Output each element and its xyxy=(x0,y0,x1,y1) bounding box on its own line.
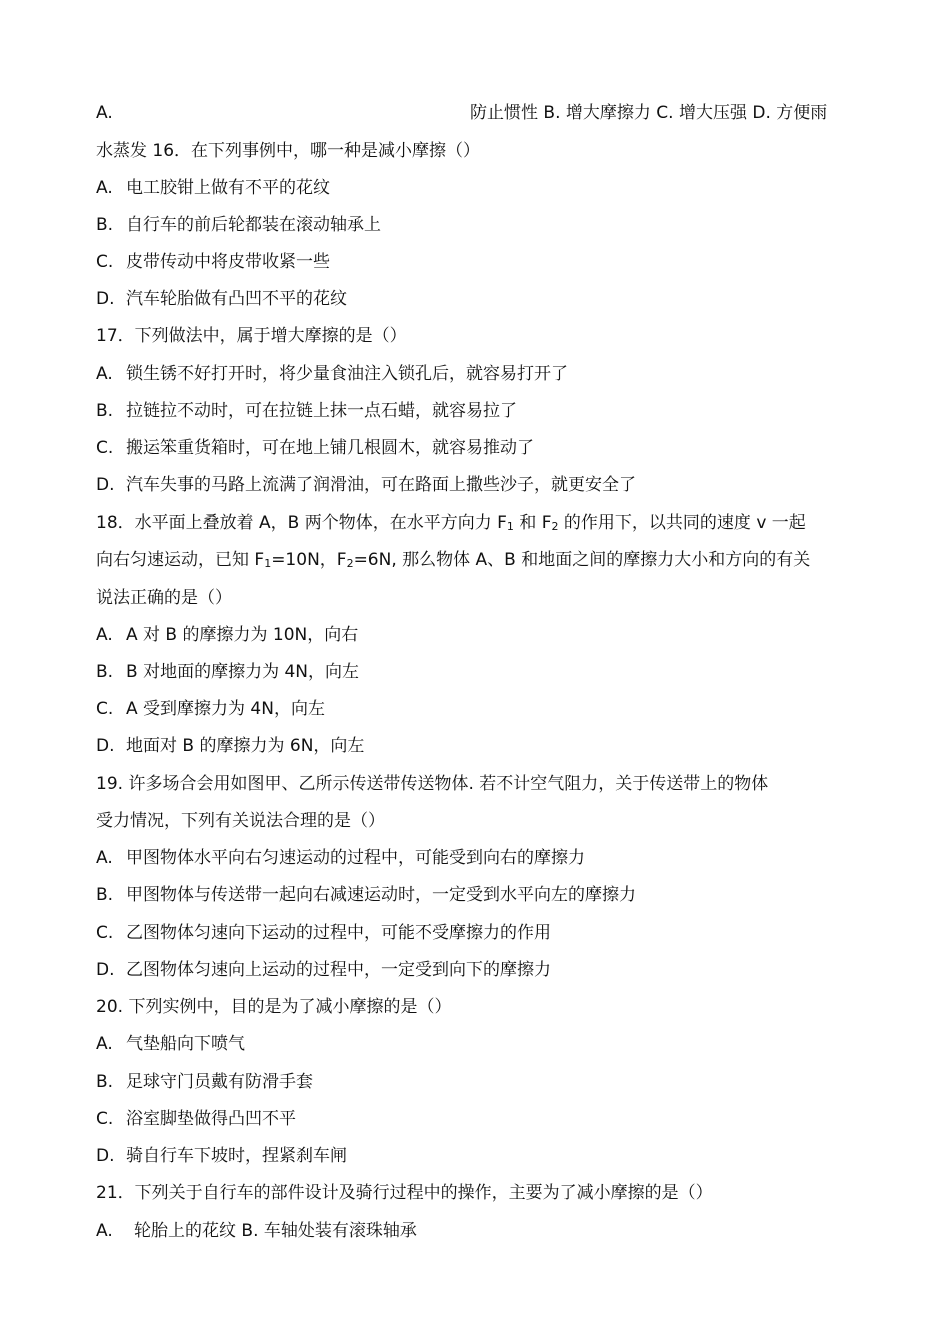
subscript: 2 xyxy=(346,557,354,570)
q18-stem-part: 向右匀速运动，已知 F xyxy=(96,550,265,570)
q21-option-a xyxy=(96,1219,856,1243)
q17-option-b xyxy=(96,399,856,423)
option-label: A. xyxy=(96,364,113,384)
q17-option-d xyxy=(96,473,856,497)
option-label: A. xyxy=(96,1221,113,1241)
option-label: D. xyxy=(96,475,115,495)
q16-stem: 水蒸发 16．在下列事例中，哪一种是减小摩擦（） xyxy=(96,141,481,161)
option-text: 气垫船向下喷气 xyxy=(126,1034,245,1054)
q18-option-d xyxy=(96,734,856,758)
option-text: 乙图物体匀速向下运动的过程中，可能不受摩擦力的作用 xyxy=(126,923,551,943)
option-label: A. xyxy=(96,178,113,198)
q16-option-a xyxy=(96,176,856,200)
q17-option-a xyxy=(96,362,856,386)
option-text: 足球守门员戴有防滑手套 xyxy=(126,1072,313,1092)
q15-options-rest: 防止惯性 B. 增大摩擦力 C. 增大压强 D. 方便雨 xyxy=(470,103,828,123)
option-text: A 对 B 的摩擦力为 10N，向右 xyxy=(126,625,359,645)
q16-option-b xyxy=(96,213,856,237)
q21-stem: 21．下列关于自行车的部件设计及骑行过程中的操作，主要为了减小摩擦的是（） xyxy=(96,1183,713,1203)
option-text: B 对地面的摩擦力为 4N，向左 xyxy=(126,662,360,682)
option-text: 甲图物体水平向右匀速运动的过程中，可能受到向右的摩擦力 xyxy=(126,848,585,868)
option-label: D. xyxy=(96,289,115,309)
q20-option-c xyxy=(96,1107,856,1131)
option-text: 搬运笨重货箱时，可在地上铺几根圆木，就容易推动了 xyxy=(126,438,534,458)
option-label: C. xyxy=(96,1109,114,1129)
option-label: D. xyxy=(96,960,115,980)
q18-stem-part: 和 F xyxy=(513,513,552,533)
option-label: A. xyxy=(96,1034,113,1054)
option-label: D. xyxy=(96,1146,115,1166)
option-label: A. xyxy=(96,625,113,645)
option-text: A 受到摩擦力为 4N，向左 xyxy=(126,699,325,719)
option-label: D. xyxy=(96,736,115,756)
q20-option-d xyxy=(96,1144,856,1168)
option-label: B. xyxy=(96,215,114,235)
q18-stem-part: =10N，F xyxy=(271,550,347,570)
option-text: 甲图物体与传送带一起向右减速运动时，一定受到水平向左的摩擦力 xyxy=(126,885,636,905)
option-text: 地面对 B 的摩擦力为 6N，向左 xyxy=(126,736,365,756)
q18-stem-line2 xyxy=(96,548,856,576)
q18-stem-part: =6N, 那么物体 A、B 和地面之间的摩擦力大小和方向的有关 xyxy=(353,550,811,570)
q16-option-d xyxy=(96,287,856,311)
option-label: B. xyxy=(96,662,114,682)
q20-stem: 20. 下列实例中，目的是为了减小摩擦的是（） xyxy=(96,997,452,1017)
option-label: A. xyxy=(96,103,113,123)
q19-stem-line1: 19. 许多场合会用如图甲、乙所示传送带传送物体. 若不计空气阻力，关于传送带上的物体 xyxy=(96,774,769,794)
option-text: 锁生锈不好打开时，将少量食油注入锁孔后，就容易打开了 xyxy=(126,364,568,384)
q19-option-b xyxy=(96,883,856,907)
option-label: C. xyxy=(96,699,114,719)
subscript: 1 xyxy=(264,557,272,570)
q18-stem-line1 xyxy=(96,511,856,539)
q20-option-b xyxy=(96,1070,856,1094)
q18-stem-part: 的作用下，以共同的速度 v 一起 xyxy=(558,513,806,533)
q19-option-c xyxy=(96,921,856,945)
subscript: 1 xyxy=(506,520,514,533)
q20-option-a xyxy=(96,1032,856,1056)
option-text: 乙图物体匀速向上运动的过程中，一定受到向下的摩擦力 xyxy=(126,960,551,980)
option-label: B. xyxy=(96,885,114,905)
option-text: 浴室脚垫做得凸凹不平 xyxy=(126,1109,296,1129)
option-label: A. xyxy=(96,848,113,868)
option-label: C. xyxy=(96,252,114,272)
q18-stem-part: 18．水平面上叠放着 A，B 两个物体，在水平方向力 F xyxy=(96,513,507,533)
option-text: 自行车的前后轮都装在滚动轴承上 xyxy=(126,215,381,235)
option-text: 电工胶钳上做有不平的花纹 xyxy=(126,178,330,198)
option-label: B. xyxy=(96,1072,114,1092)
option-text: 皮带传动中将皮带收紧一些 xyxy=(126,252,330,272)
q16-option-c xyxy=(96,250,856,274)
q18-option-a xyxy=(96,623,856,647)
q18-stem-line3: 说法正确的是（） xyxy=(96,588,232,608)
option-text: 骑自行车下坡时，捏紧刹车闸 xyxy=(126,1146,347,1166)
subscript: 2 xyxy=(551,520,559,533)
q18-option-c xyxy=(96,697,856,721)
q19-stem-line2: 受力情况，下列有关说法合理的是（） xyxy=(96,811,385,831)
option-label: C. xyxy=(96,438,114,458)
option-text: 轮胎上的花纹 B. 车轴处装有滚珠轴承 xyxy=(134,1221,417,1241)
option-text: 汽车失事的马路上流满了润滑油，可在路面上撒些沙子，就更安全了 xyxy=(126,475,636,495)
option-text: 拉链拉不动时，可在拉链上抹一点石蜡，就容易拉了 xyxy=(126,401,517,421)
q17-stem: 17．下列做法中，属于增大摩擦的是（） xyxy=(96,326,407,346)
option-label: C. xyxy=(96,923,114,943)
q17-option-c xyxy=(96,436,856,460)
option-text: 汽车轮胎做有凸凹不平的花纹 xyxy=(126,289,347,309)
option-label: B. xyxy=(96,401,114,421)
q19-option-a xyxy=(96,846,856,870)
q18-option-b xyxy=(96,660,856,684)
q19-option-d xyxy=(96,958,856,982)
